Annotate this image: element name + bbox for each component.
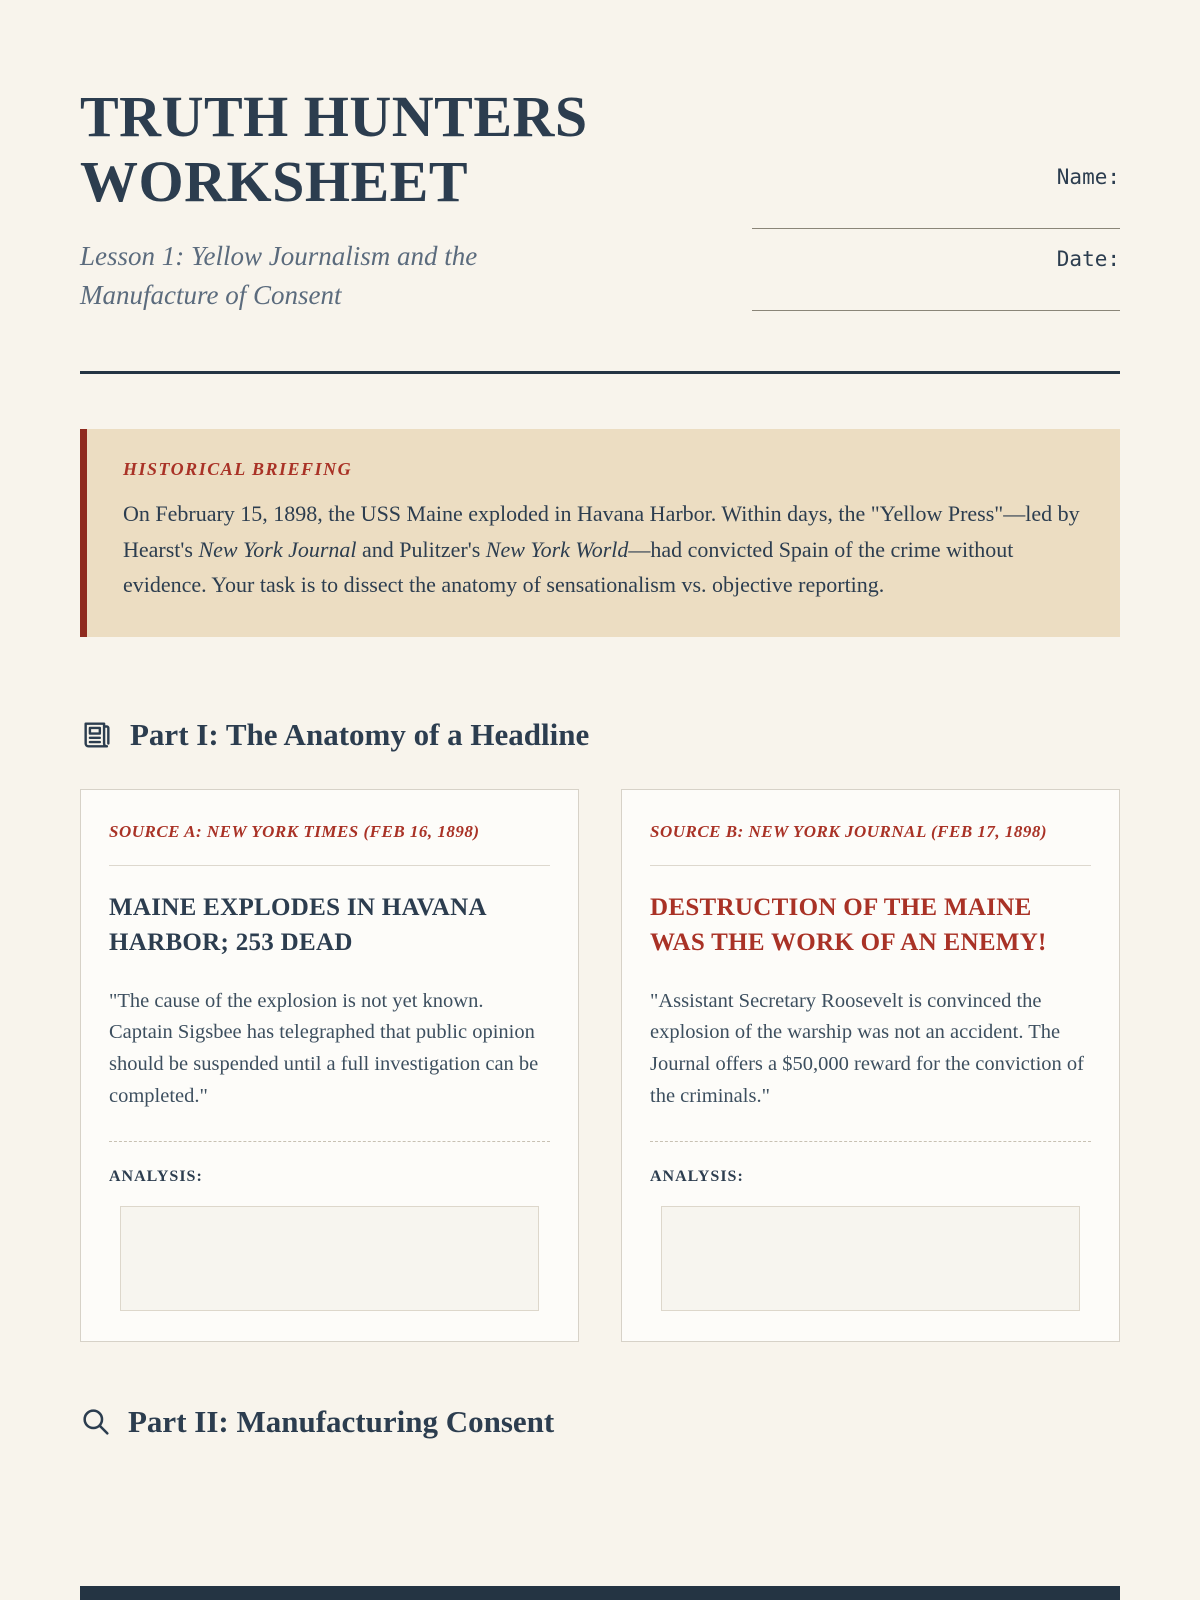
source-a-analysis-label: ANALYSIS: [109, 1167, 203, 1185]
part1-heading [80, 717, 1120, 753]
student-fields [752, 165, 1120, 329]
magnifier-icon [80, 1406, 112, 1438]
part2-section [80, 1404, 1120, 1440]
name-input[interactable] [752, 199, 1120, 229]
source-b-quote: "Assistant Secretary Roosevelt is convinced the explosion of the warship was not an accident. The Journal offers a $50,000 reward for the conviction of the criminals." [650, 989, 1084, 1107]
source-cards [80, 789, 1120, 1342]
briefing-segment: —had convicted Spain of the crime without evidence. Your task is to dissect the anatomy of sensationalism vs. objective reporting. [123, 536, 1014, 598]
part1-section [80, 717, 1120, 1342]
card-divider [109, 865, 550, 866]
next-section-bar [80, 1586, 1120, 1600]
source-a-card [80, 789, 579, 1342]
name-field [752, 165, 1120, 229]
source-b-headline: DESTRUCTION OF THE MAINE WAS THE WORK OF AN ENEMY! [650, 893, 1047, 956]
briefing-text [123, 496, 1084, 603]
page-title: TRUTH HUNTERS WORKSHEET [80, 84, 588, 214]
dashed-divider [109, 1141, 550, 1142]
part1-heading-text: Part I: The Anatomy of a Headline [130, 716, 590, 752]
historical-briefing-callout [80, 429, 1120, 637]
worksheet-header [80, 85, 1120, 329]
world-title-italic: New York World [485, 536, 629, 562]
journal-title-italic: New York Journal [198, 536, 357, 562]
part2-heading-text: Part II: Manufacturing Consent [128, 1403, 555, 1439]
source-b-label: SOURCE B: NEW YORK JOURNAL (FEB 17, 1898) [650, 821, 1048, 841]
date-label: Date: [1056, 247, 1120, 271]
source-b-analysis-input[interactable] [661, 1206, 1080, 1311]
header-divider [80, 371, 1120, 374]
card-divider [650, 865, 1091, 866]
source-a-quote: "The cause of the explosion is not yet known. Captain Sigsbee has telegraphed that public opinion should be suspended until a full investigation can be completed." [109, 989, 539, 1107]
dashed-divider [650, 1141, 1091, 1142]
briefing-segment: On February 15, 1898, the USS Maine exploded in Havana Harbor. Within days, the "Yellow Press"—led by Hearst's [123, 501, 1080, 562]
lesson-subtitle: Lesson 1: Yellow Journalism and the Manufacture of Consent [80, 240, 478, 311]
source-b-card [621, 789, 1120, 1342]
title-block [80, 85, 720, 315]
source-a-analysis-input[interactable] [120, 1206, 539, 1311]
name-label: Name: [1056, 165, 1120, 189]
date-input[interactable] [752, 281, 1120, 311]
briefing-label: HISTORICAL BRIEFING [123, 459, 353, 479]
date-field [752, 247, 1120, 311]
briefing-segment: and Pulitzer's [356, 536, 486, 562]
source-b-analysis-label: ANALYSIS: [650, 1167, 744, 1185]
source-a-headline: MAINE EXPLODES IN HAVANA HARBOR; 253 DEAD [109, 893, 486, 956]
source-a-label: SOURCE A: NEW YORK TIMES (FEB 16, 1898) [109, 821, 480, 841]
newspaper-icon [80, 718, 114, 752]
part2-heading [80, 1404, 1120, 1440]
